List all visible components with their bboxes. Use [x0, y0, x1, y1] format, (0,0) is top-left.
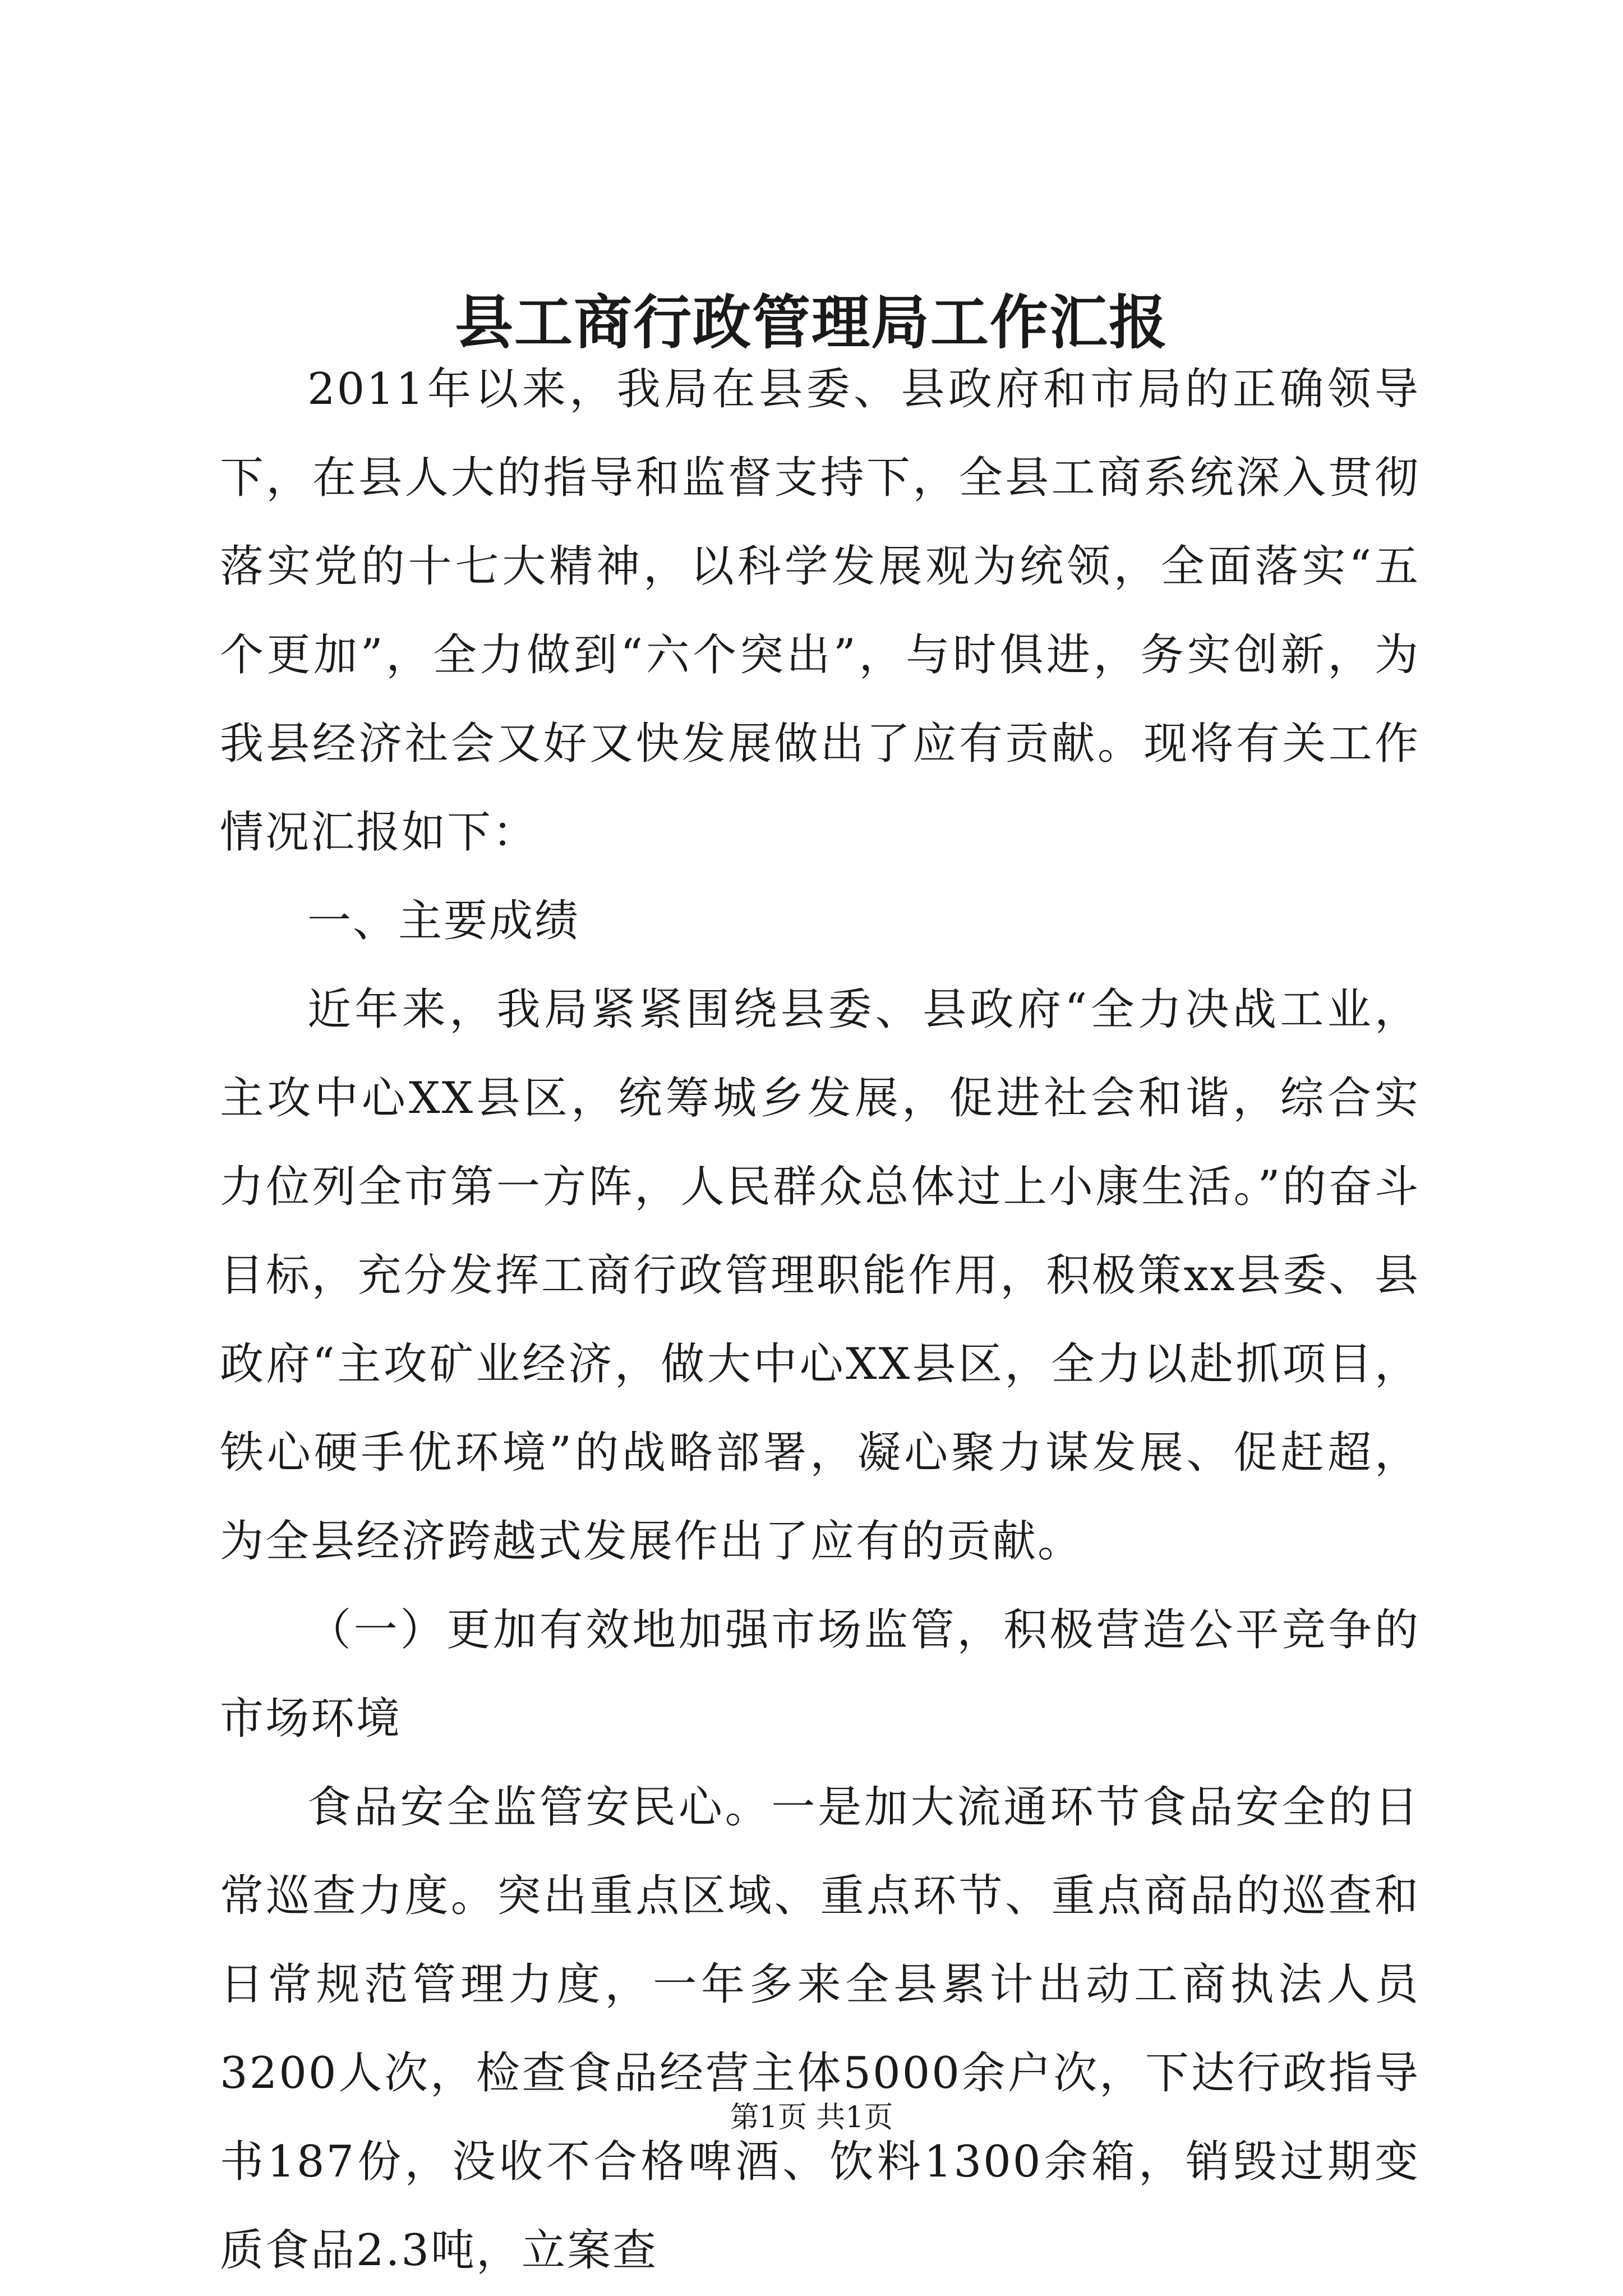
- paragraph-overview: 近年来，我局紧紧围绕县委、县政府“全力决战工业，主攻中心XX县区，统筹城乡发展，促进社会和谐，综合实力位列全市第一方阵，人民群众总体过上小康生活。”的奋斗目标，充分发挥工商行政管理职能作用，积极策xx县委、县政府“主攻矿业经济，做大中心XX县区，全力以赴抓项目，铁心硬手优环境”的战略部署，凝心聚力谋发展、促赶超，为全县经济跨越式发展作出了应有的贡献。: [220, 984, 1420, 1567]
- document-body: [220, 345, 1420, 2295]
- document-title: 县工商行政管理局工作汇报: [454, 288, 1168, 357]
- section-heading-main-achievements: 一、主要成绩: [307, 896, 580, 946]
- page-footer: 第1页 共1页: [730, 2101, 893, 2134]
- paragraph-intro: 2011年以来，我局在县委、县政府和市局的正确领导下，在县人大的指导和监督支持下，全县工商系统深入贯彻落实党的十七大精神，以科学发展观为统领，全面落实“五个更加”，全力做到“六个突出”，与时俱进，务实创新，为我县经济社会又好又快发展做出了应有贡献。现将有关工作情况汇报如下：: [220, 364, 1420, 858]
- subsection-heading-market-supervision: （一）更加有效地加强市场监管，积极营造公平竞争的市场环境: [220, 1605, 1420, 1744]
- paragraph-food-safety: 食品安全监管安民心。一是加大流通环节食品安全的日常巡查力度。突出重点区域、重点环节、重点商品的巡查和日常规范管理力度，一年多来全县累计出动工商执法人员3200人次，检查食品经营主体5000余户次，下达行政指导书187份，没收不合格啤酒、饮料1300余箱，销毁过期变质食品2.3吨，立案查: [220, 1782, 1420, 2276]
